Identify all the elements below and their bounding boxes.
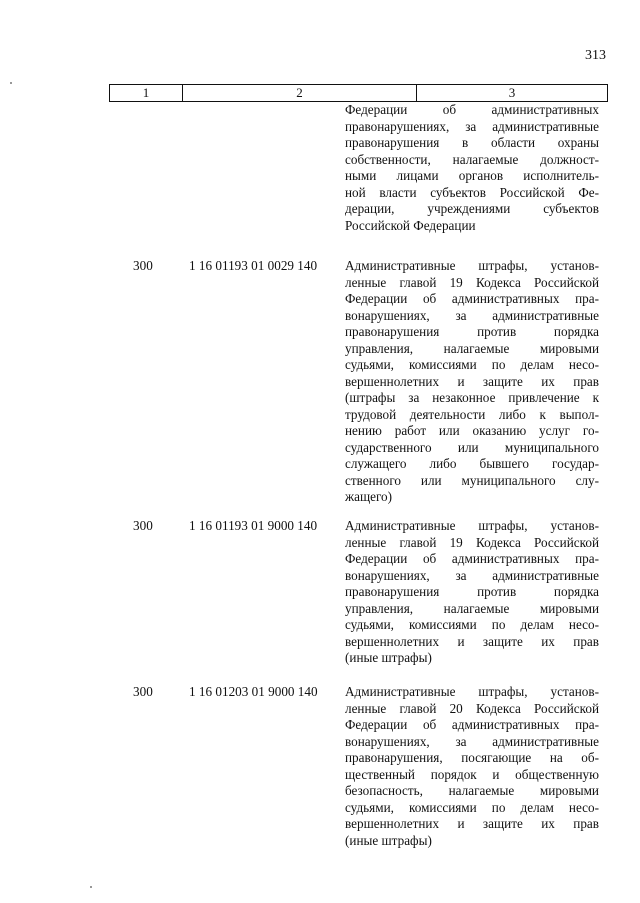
text-line: вонарушениях, за административные: [345, 733, 599, 749]
page-number: 313: [585, 48, 606, 63]
row-description: [345, 258, 599, 506]
row-number: 300: [133, 684, 153, 699]
text-line: вершеннолетних и защите их прав: [345, 816, 599, 831]
text-line: ленные главой 19 Кодекса Российской: [345, 274, 599, 290]
text-line: ственного или муниципального слу-: [345, 472, 599, 488]
row-number: 300: [133, 258, 153, 273]
text-line: Федерации об административных пра-: [345, 551, 599, 566]
text-line: правонарушения в области охраны: [345, 135, 599, 150]
text-line: вонарушениях, за административные: [345, 307, 599, 323]
row-code: 1 16 01203 01 9000 140: [189, 684, 318, 699]
text-line: нению работ или оказанию услуг го-: [345, 423, 599, 438]
text-line: правонарушениях, за административные: [345, 118, 599, 134]
text-line: Российской Федерации: [345, 217, 476, 233]
text-line: щественный порядок и общественную: [345, 766, 599, 782]
row-code: 1 16 01193 01 9000 140: [189, 518, 318, 533]
text-line: судьями, комиссиями по делам несо-: [345, 357, 599, 372]
text-line: судьями, комиссиями по делам несо-: [345, 799, 599, 815]
text-line: вонарушениях, за административные: [345, 567, 599, 583]
text-line: Административные штрафы, установ-: [345, 684, 599, 699]
text-line: правонарушения против порядка: [345, 324, 599, 339]
row-number: 300: [133, 518, 153, 533]
text-line: сударственного или муниципального: [345, 439, 599, 455]
text-line: Федерации об административных: [345, 102, 599, 117]
text-line: Федерации об административных пра-: [345, 717, 599, 732]
text-line: ной власти субъектов Российской Фе-: [345, 184, 599, 200]
text-line: правонарушения, посягающие на об-: [345, 750, 599, 765]
text-line: (штрафы за незаконное привлечение к: [345, 390, 599, 405]
text-line: ленные главой 20 Кодекса Российской: [345, 700, 599, 716]
scan-speck: [10, 82, 12, 84]
text-line: (иные штрафы): [345, 650, 432, 665]
text-line: Федерации об административных пра-: [345, 291, 599, 306]
row-code: 1 16 01193 01 0029 140: [189, 258, 318, 273]
scan-speck: [90, 886, 92, 888]
row-description: [345, 518, 599, 667]
text-line: Административные штрафы, установ-: [345, 518, 599, 533]
text-line: собственности, налагаемые должност-: [345, 151, 599, 167]
text-line: вершеннолетних и защите их прав: [345, 373, 599, 389]
text-line: дерации, учреждениями субъектов: [345, 201, 599, 216]
table-header: [109, 84, 608, 102]
text-line: ными лицами органов исполнитель-: [345, 168, 599, 183]
row-description: [345, 684, 599, 849]
text-line: жащего): [345, 489, 393, 504]
header-col-1: 1: [110, 85, 183, 101]
text-line: трудовой деятельности либо к выпол-: [345, 406, 599, 422]
text-line: безопасность, налагаемые мировыми: [345, 783, 599, 798]
header-col-2: 2: [183, 85, 417, 101]
text-line: правонарушения против порядка: [345, 584, 599, 599]
text-line: управления, налагаемые мировыми: [345, 600, 599, 616]
text-line: управления, налагаемые мировыми: [345, 340, 599, 356]
text-line: Административные штрафы, установ-: [345, 258, 599, 273]
continuation-text: [345, 102, 599, 234]
text-line: судьями, комиссиями по делам несо-: [345, 617, 599, 632]
text-line: (иные штрафы): [345, 832, 432, 848]
text-line: служащего либо бывшего государ-: [345, 456, 599, 471]
text-line: вершеннолетних и защите их прав: [345, 633, 599, 649]
text-line: ленные главой 19 Кодекса Российской: [345, 534, 599, 550]
header-col-3: 3: [508, 85, 516, 100]
